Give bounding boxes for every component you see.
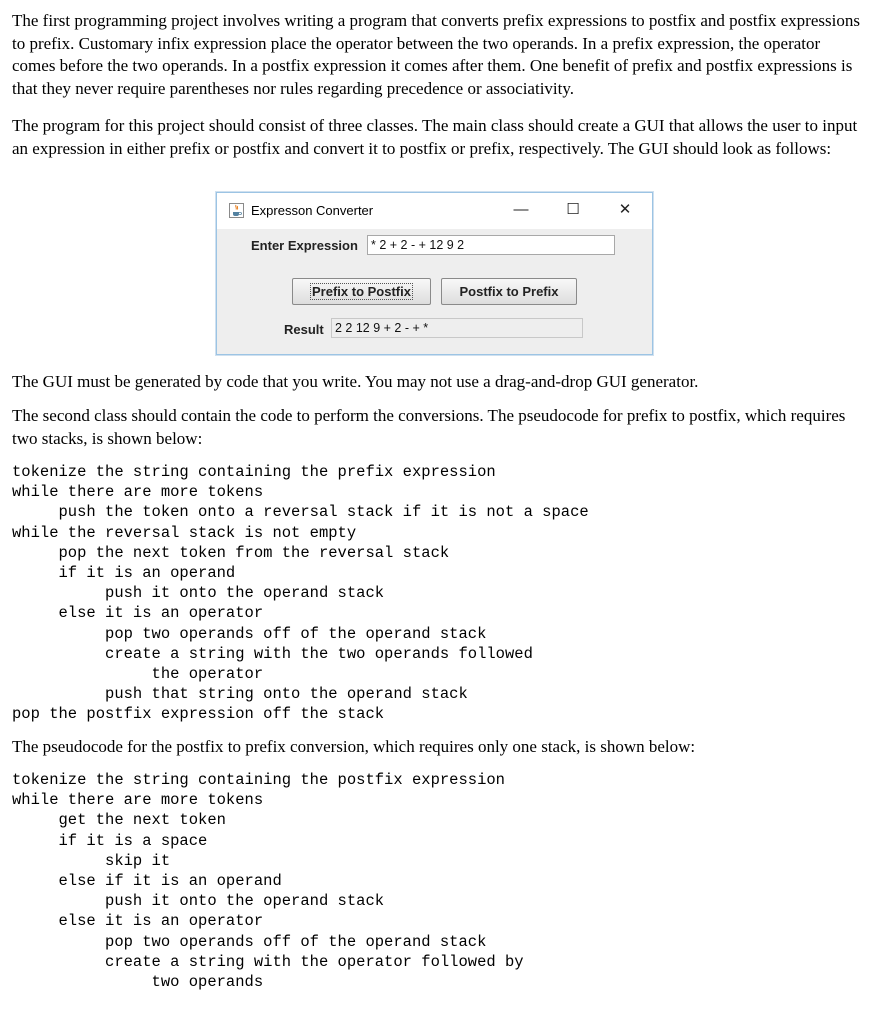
- enter-expression-label: Enter Expression: [251, 238, 358, 253]
- postfix-to-prefix-button[interactable]: Postfix to Prefix: [441, 278, 577, 305]
- postfix-to-prefix-pseudocode: tokenize the string containing the postfix expression while there are more tokens get the next token if it is a space skip it else if it is an operand push it onto the operand stack else it is an operator pop two operands off of the operand stack create a string with the operator followed by two operands: [12, 771, 524, 992]
- minimize-button[interactable]: —: [513, 201, 529, 218]
- expression-converter-window: [216, 192, 653, 355]
- postfix-intro-paragraph: The pseudocode for the postfix to prefix conversion, which requires only one stack, is shown below:: [12, 737, 696, 756]
- result-field[interactable]: [331, 318, 583, 338]
- intro-paragraph: The first programming project involves writing a program that converts prefix expressions to postfix and postfix expressions to prefix. Customary infix expression place the operator between the two operands. In a prefix expression, the operator comes before the two operands. In a postfix expression it comes after them. One benefit of prefix and postfix expressions is that they never require parentheses nor rules regarding precedence or associativity.: [12, 11, 860, 98]
- classes-paragraph: The program for this project should consist of three classes. The main class should create a GUI that allows the user to input an expression in either prefix or postfix and convert it to postfix or prefix, respectively. The GUI should look as follows:: [12, 116, 858, 158]
- gui-rule-paragraph: The GUI must be generated by code that you write. You may not use a drag-and-drop GUI generator.: [12, 372, 699, 391]
- window-titlebar[interactable]: [217, 193, 652, 229]
- second-class-paragraph: The second class should contain the code to perform the conversions. The pseudocode for prefix to postfix, which requires two stacks, is shown below:: [12, 406, 846, 448]
- prefix-to-postfix-label: Prefix to Postfix: [312, 284, 411, 299]
- prefix-to-postfix-button[interactable]: [292, 278, 431, 305]
- close-button[interactable]: ✕: [618, 201, 632, 218]
- prefix-to-postfix-pseudocode: tokenize the string containing the prefix expression while there are more tokens push the token onto a reversal stack if it is not a space while the reversal stack is not empty pop the next token from the reversal stack if it is an operand push it onto the operand stack else it is an operator pop two operands off of the operand stack create a string with the two operands followed the operator push that string onto the operand stack pop the postfix expression off the stack: [12, 463, 589, 724]
- expression-input[interactable]: [367, 235, 615, 255]
- result-label: Result: [284, 322, 324, 337]
- java-coffee-icon: [229, 203, 244, 218]
- window-title: Expresson Converter: [251, 203, 374, 218]
- maximize-button[interactable]: ☐: [566, 201, 580, 218]
